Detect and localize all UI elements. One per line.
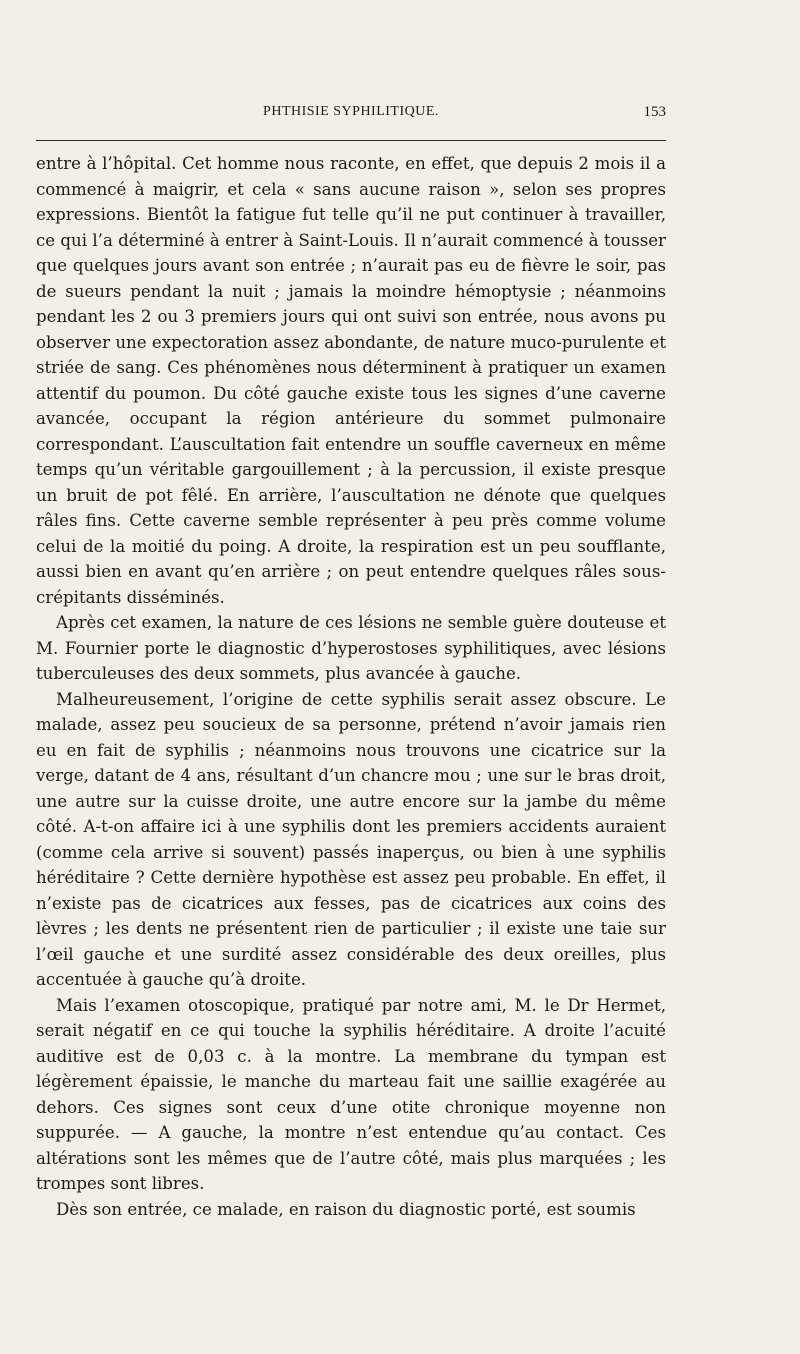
page-header	[36, 104, 666, 128]
body-text	[36, 151, 666, 1222]
paragraph-2: Après cet examen, la nature de ces lésions ne semble guère douteuse et M. Fournier porte le diagnostic d’hyperostoses syphilitiques, avec lésions tuberculeuses des deux sommets, plus avancée à gauche.	[36, 613, 666, 683]
paragraph-5: Dès son entrée, ce malade, en raison du diagnostic porté, est soumis	[56, 1199, 636, 1219]
paragraph-1: entre à l’hôpital. Cet homme nous raconte, en effet, que depuis 2 mois il a commencé à maigrir, et cela « sans aucune raison », selon ses propres expressions. Bientôt la fatigue fut telle qu’il ne put continuer à travailler, ce qui l’a déterminé à entrer à Saint-Louis. Il n’aurait commencé à tousser que quelques jours avant son entrée ; n’aurait pas eu de fièvre le soir, pas de sueurs pendant la nuit ; jamais la moindre hémoptysie ; néanmoins pendant les 2 ou 3 premiers jours qui ont suivi son entrée, nous avons pu observer une expectoration assez abondante, de nature muco-purulente et striée de sang. Ces phénomènes nous déterminent à pratiquer un examen attentif du poumon. Du côté gauche existe tous les signes d’une caverne avancée, occupant la région antérieure du sommet pulmonaire correspondant. L’auscultation fait entendre un souffle caverneux en même temps qu’un véritable gargouillement ; à la percussion, il existe presque un bruit de pot fêlé. En arrière, l’auscultation ne dénote que quelques râles fins. Cette caverne semble représenter à peu près comme volume celui de la moitié du poing. A droite, la respiration est un peu soufflante, aussi bien en avant qu’en arrière ; on peut entendre quelques râles sous-crépitants disséminés.	[36, 154, 666, 607]
page-number: 153	[643, 104, 666, 120]
running-title: PHTHISIE SYPHILITIQUE.	[263, 104, 439, 119]
paragraph-3: Malheureusement, l’origine de cette syphilis serait assez obscure. Le malade, assez peu soucieux de sa personne, prétend n’avoir jamais rien eu en fait de syphilis ; néanmoins nous trouvons une cicatrice sur la verge, datant de 4 ans, résultant d’un chancre mou ; une sur le bras droit, une autre sur la cuisse droite, une autre encore sur la jambe du même côté. A-t-on affaire ici à une syphilis dont les premiers accidents auraient (comme cela arrive si souvent) passés inaperçus, ou bien à une syphilis héréditaire ? Cette dernière hypothèse est assez peu probable. En effet, il n’existe pas de cicatrices aux fesses, pas de cicatrices aux coins des lèvres ; les dents ne présentent rien de particulier ; il existe une taie sur l’œil gauche et une surdité assez considérable des deux oreilles, plus accentuée à gauche qu’à droite.	[36, 689, 666, 989]
header-rule	[36, 140, 666, 141]
paragraph-4: Mais l’examen otoscopique, pratiqué par notre ami, M. le Dr Hermet, serait négatif en ce qui touche la syphilis héréditaire. A droite l’acuité auditive est de 0,03 c. à la montre. La membrane du tympan est légèrement épaissie, le manche du marteau fait une saillie exagérée au dehors. Ces signes sont ceux d’une otite chronique moyenne non suppurée. — A gauche, la montre n’est entendue qu’au contact. Ces altérations sont les mêmes que de l’autre côté, mais plus marquées ; les trompes sont libres.	[36, 995, 666, 1193]
